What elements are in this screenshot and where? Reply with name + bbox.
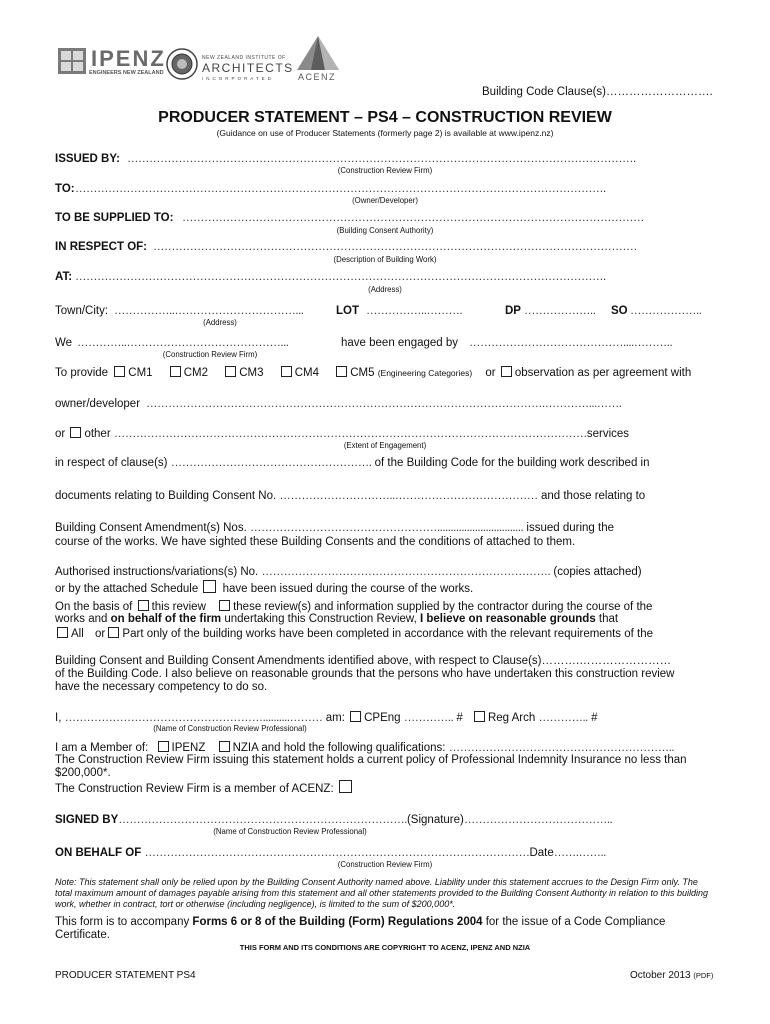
in-respect-label: IN RESPECT OF: bbox=[55, 241, 148, 253]
supplied-to-hint: (Building Consent Authority) bbox=[336, 226, 434, 235]
eng-categories-note: (Engineering Categories) bbox=[377, 368, 473, 378]
nzia-line-2: ARCHITECTS bbox=[202, 61, 294, 75]
nzia-seal-icon bbox=[166, 48, 198, 85]
acenz-member-label: The Construction Review Firm is a member of ACENZ: bbox=[55, 783, 334, 795]
other-field[interactable]: ………………………………………………………………………………………………………………… bbox=[113, 428, 587, 440]
name-hint: (Name of Construction Review Professional) bbox=[153, 724, 307, 733]
these-reviews-checkbox[interactable] bbox=[219, 600, 230, 611]
date-field[interactable]: …….…….. bbox=[553, 847, 606, 859]
these-reviews-label: these review(s) and information supplied by the contractor during the course of the bbox=[233, 601, 653, 613]
page-title: PRODUCER STATEMENT – PS4 – CONSTRUCTION REVIEW bbox=[158, 109, 612, 126]
dp-field[interactable]: ……………….. bbox=[524, 305, 596, 317]
ipenz-checkbox[interactable] bbox=[158, 741, 169, 752]
on-behalf-hint: (Construction Review Firm) bbox=[337, 860, 433, 869]
attached-schedule-label: or by the attached Schedule bbox=[55, 583, 199, 595]
ipenz-wordmark: IPENZ bbox=[91, 46, 166, 71]
form-pdf-tag: (PDF) bbox=[693, 971, 714, 980]
signed-by-label: SIGNED BY bbox=[55, 814, 119, 826]
cm4-label: CM4 bbox=[294, 367, 319, 379]
member-of-label: I am a Member of: bbox=[55, 742, 149, 754]
insurance-line-1: The Construction Review Firm issuing this statement holds a current policy of Professional Indemnity Insurance no less than bbox=[55, 754, 687, 766]
signature-label: (Signature) bbox=[406, 814, 464, 826]
qualifications-field[interactable]: …………………………………………………….. bbox=[448, 742, 675, 754]
town-city-field[interactable]: ……………..……………………………... bbox=[114, 305, 304, 317]
town-hint: (Address) bbox=[203, 318, 237, 327]
so-field[interactable]: ……………….. bbox=[630, 305, 702, 317]
part-only-label: Part only of the building works have been completed in accordance with the relevant requirements of the bbox=[122, 628, 654, 640]
supplied-to-label: TO BE SUPPLIED TO: bbox=[55, 212, 174, 224]
amendment-nos-field[interactable]: ……………………………………………................................ bbox=[249, 522, 524, 534]
clause-field[interactable]: ………………………………………………. bbox=[170, 457, 372, 469]
this-review-label: this review bbox=[151, 601, 206, 613]
works-row bbox=[55, 613, 618, 625]
acenz-member-row bbox=[55, 780, 355, 795]
in-respect-field[interactable]: …………………………………………………………………………………………………………………… bbox=[153, 241, 637, 253]
professional-name-field[interactable]: ………………………………………………..........……… bbox=[64, 712, 323, 724]
we-hint: (Construction Review Firm) bbox=[162, 350, 258, 359]
that-text: that bbox=[598, 613, 619, 625]
date-label: Date bbox=[529, 847, 554, 859]
believe-text: I believe on reasonable grounds bbox=[419, 613, 596, 625]
have-been-engaged: have been engaged by bbox=[341, 337, 459, 349]
variations-field[interactable]: ……………………………………………………………………. bbox=[261, 566, 551, 578]
cm2-label: CM2 bbox=[183, 367, 209, 379]
acenz-pyramid-icon bbox=[297, 36, 339, 77]
reg-arch-checkbox[interactable] bbox=[474, 711, 485, 722]
documents-label: documents relating to Building Consent No. bbox=[55, 490, 277, 502]
nzia-checkbox[interactable] bbox=[219, 741, 230, 752]
issued-during-label: issued during the bbox=[526, 522, 615, 534]
issued-by-hint: (Construction Review Firm) bbox=[337, 166, 433, 175]
other-label: other bbox=[84, 428, 111, 440]
on-behalf-row bbox=[55, 847, 606, 859]
in-respect-clause-row bbox=[55, 457, 650, 469]
nzia-label: NZIA and hold the following qualifications: bbox=[232, 742, 446, 754]
we-label: We bbox=[55, 337, 73, 349]
or-other-prefix: or bbox=[55, 428, 66, 440]
i-label: I, bbox=[55, 712, 62, 724]
acenz-wordmark: ACENZ bbox=[298, 72, 337, 82]
copies-attached-label: (copies attached) bbox=[553, 566, 642, 578]
or-all-label: or bbox=[94, 628, 106, 640]
services-label: services bbox=[586, 428, 630, 440]
insurance-line-2: $200,000*. bbox=[55, 767, 111, 779]
consent-no-field[interactable]: …………………………..………………………………… bbox=[279, 490, 538, 502]
accompany-post: for the issue of a Code Compliance bbox=[485, 916, 666, 928]
cpeng-hash: # bbox=[456, 712, 463, 724]
signed-by-hint: (Name of Construction Review Professional) bbox=[213, 827, 367, 836]
to-provide-row bbox=[55, 366, 691, 379]
issued-by-label: ISSUED BY: bbox=[55, 153, 120, 165]
copyright-notice: THIS FORM AND ITS CONDITIONS ARE COPYRIGHT TO ACENZ, IPENZ AND NZIA bbox=[239, 943, 531, 952]
town-city-label: Town/City: bbox=[55, 305, 109, 317]
accompany-row bbox=[55, 916, 665, 928]
nzia-line-1: NEW ZEALAND INSTITUTE OF bbox=[202, 55, 286, 61]
i-row bbox=[55, 711, 597, 724]
certificate-text: Certificate. bbox=[55, 929, 110, 941]
so-label: SO bbox=[611, 305, 628, 317]
owner-developer-label: owner/developer bbox=[55, 398, 141, 410]
observation-checkbox[interactable] bbox=[501, 366, 512, 377]
this-review-checkbox[interactable] bbox=[138, 600, 149, 611]
authorised-row bbox=[55, 566, 642, 578]
member-row bbox=[55, 741, 674, 754]
schedule-row bbox=[55, 580, 473, 595]
at-label: AT: bbox=[55, 271, 73, 283]
form-name: PRODUCER STATEMENT PS4 bbox=[55, 970, 196, 981]
cpeng-checkbox[interactable] bbox=[350, 711, 361, 722]
at-hint: (Address) bbox=[368, 285, 402, 294]
documents-row bbox=[55, 490, 645, 502]
or-label: or bbox=[485, 367, 496, 379]
cm5-label: CM5 bbox=[350, 367, 375, 379]
reg-arch-number-field[interactable]: ………….. bbox=[538, 712, 588, 724]
competency-text: have the necessary competency to do so. bbox=[55, 681, 268, 693]
in-respect-clause-label: in respect of clause(s) bbox=[55, 457, 168, 469]
to-field[interactable]: ………………………………………………………………………………………………………………………………. bbox=[75, 183, 606, 195]
owner-developer-field[interactable]: ……………………………………………………………………………………………….…………...……. bbox=[146, 398, 622, 410]
observation-label: observation as per agreement with bbox=[514, 367, 692, 379]
works-and-text: works and bbox=[55, 613, 108, 625]
to-provide-label: To provide bbox=[55, 367, 109, 379]
basis-row bbox=[55, 600, 652, 613]
ipenz-tagline: ENGINEERS NEW ZEALAND bbox=[89, 70, 164, 76]
other-checkbox[interactable] bbox=[70, 427, 81, 438]
building-code-clause: Building Code Clause(s)………………………. bbox=[482, 86, 713, 98]
in-respect-hint: (Description of Building Work) bbox=[333, 255, 437, 264]
cm4-checkbox[interactable] bbox=[281, 366, 292, 377]
dp-label: DP bbox=[505, 305, 521, 317]
supplied-to-field[interactable]: ……………………………………………………………………………………………………………… bbox=[182, 212, 644, 224]
amendments-row bbox=[55, 522, 614, 534]
signed-by-row bbox=[55, 814, 612, 826]
acenz-checkbox[interactable] bbox=[339, 780, 352, 793]
cm3-label: CM3 bbox=[239, 367, 264, 379]
accompany-forms: Forms 6 or 8 of the Building (Form) Regulations 2004 bbox=[192, 916, 483, 928]
accompany-pre: This form is to accompany bbox=[55, 916, 190, 928]
issued-by-field[interactable]: …………………………………………………………………………………………………………………………. bbox=[127, 153, 636, 165]
reg-arch-label: Reg Arch bbox=[487, 712, 536, 724]
at-field[interactable]: ………………………………………………………………………………………………………………………………. bbox=[75, 271, 606, 283]
all-label: All bbox=[71, 628, 84, 640]
ipenz-emblem-icon bbox=[58, 48, 88, 76]
lot-field[interactable]: ……………..………. bbox=[366, 305, 463, 317]
undertaking-text: undertaking this Construction Review, bbox=[224, 613, 417, 625]
and-those-label: and those relating to bbox=[540, 490, 646, 502]
to-label: TO: bbox=[55, 183, 75, 195]
engaged-by-field[interactable]: ……………………………………....……….. bbox=[469, 337, 673, 349]
cm3-checkbox[interactable] bbox=[225, 366, 236, 377]
cpeng-label: CPEng bbox=[364, 712, 401, 724]
cpeng-number-field[interactable]: ………….. bbox=[403, 712, 454, 724]
signed-by-field[interactable]: ……………………………………………………………………. bbox=[118, 814, 407, 826]
cm2-checkbox[interactable] bbox=[170, 366, 181, 377]
part-only-checkbox[interactable] bbox=[108, 627, 119, 638]
on-behalf-field[interactable]: …………………………………………………………………………………………… bbox=[144, 847, 530, 859]
course-sighted-text: course of the works. We have sighted these Building Consents and the conditions of attached to them. bbox=[55, 536, 576, 548]
nzia-line-3: INCORPORATED bbox=[202, 76, 274, 81]
extent-hint: (Extent of Engagement) bbox=[343, 441, 427, 450]
liability-note: Note: This statement shall only be relied upon by the Building Consent Authority named above. Liability under this statement accrues to the Design Firm only. The total maximum amount of damages payable arising from this statement and all other statements provided to the Building Consent Authority in relation to this building work, whether in contract, tort or otherwise (including negligence), is limited to the sum of $200,000*. bbox=[55, 877, 709, 909]
of-building-code-text: of the Building Code for the building work described in bbox=[374, 457, 650, 469]
cm1-label: CM1 bbox=[128, 367, 153, 379]
form-date bbox=[630, 970, 713, 981]
consent-identified-text: Building Consent and Building Consent Amendments identified above, with respect to Clause(s)……….…………………… bbox=[55, 655, 672, 667]
on-behalf-label: ON BEHALF OF bbox=[55, 847, 142, 859]
all-part-row bbox=[55, 627, 653, 640]
form-date-text: October 2013 bbox=[630, 970, 691, 981]
we-firm-field[interactable]: …………..……………………………………... bbox=[77, 337, 289, 349]
ipenz-logo bbox=[58, 48, 88, 81]
have-been-issued-text: have been issued during the course of the works. bbox=[222, 583, 474, 595]
other-row bbox=[55, 427, 629, 440]
signature-field[interactable]: ………………………………….. bbox=[463, 814, 613, 826]
lot-label: LOT bbox=[336, 305, 359, 317]
on-basis-label: On the basis of bbox=[55, 601, 133, 613]
cm5-checkbox[interactable] bbox=[336, 366, 347, 377]
schedule-checkbox[interactable] bbox=[203, 580, 216, 593]
cm1-checkbox[interactable] bbox=[114, 366, 125, 377]
of-code-believe-text: of the Building Code. I also believe on reasonable grounds that the persons who have undertaken this construction review bbox=[55, 668, 675, 680]
page-subtitle: (Guidance on use of Producer Statements (formerly page 2) is available at www.ipenz.nz) bbox=[216, 128, 554, 138]
ipenz-label: IPENZ bbox=[171, 742, 206, 754]
am-label: am: bbox=[325, 712, 345, 724]
to-hint: (Owner/Developer) bbox=[352, 196, 418, 205]
authorised-label: Authorised instructions/variations(s) No. bbox=[55, 566, 259, 578]
reg-arch-hash: # bbox=[591, 712, 598, 724]
all-checkbox[interactable] bbox=[57, 627, 68, 638]
on-behalf-firm-text: on behalf of the firm bbox=[110, 613, 222, 625]
amendments-label: Building Consent Amendment(s) Nos. bbox=[55, 522, 247, 534]
